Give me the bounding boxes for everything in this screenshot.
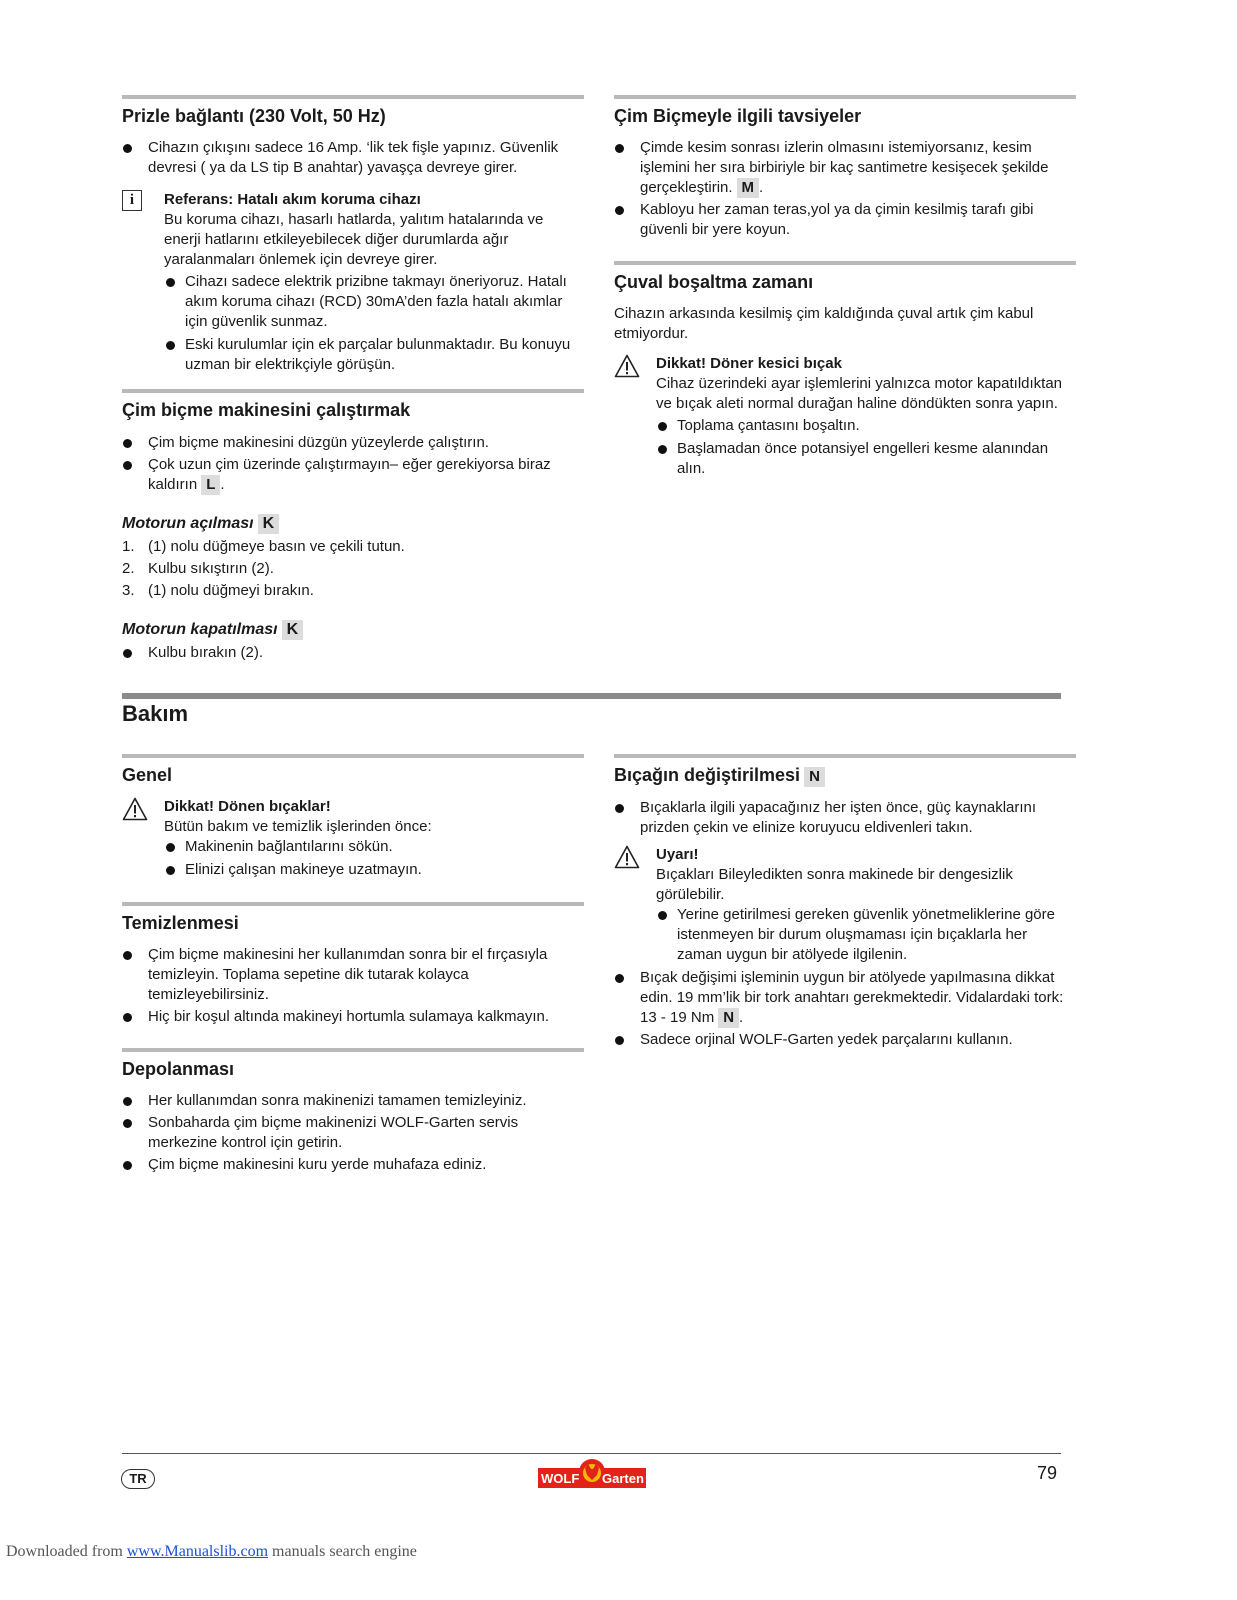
bullet-list bbox=[122, 433, 584, 495]
warning-note bbox=[614, 845, 1076, 965]
paragraph: Cihazın arkasında kesilmiş çim kaldığında çuval artık çim kabul etmiyordur. bbox=[614, 305, 1034, 342]
list-item: Makinenin bağlantılarını sökün. bbox=[164, 837, 584, 857]
section-rule bbox=[122, 754, 584, 758]
note-text: Bu koruma cihazı, hasarlı hatlarda, yalıtım hatalarında ve enerji hatlarını etkileyebilecek diğer durumlarda ağır yaralanmaları önlemek için devreye girer. bbox=[164, 211, 544, 268]
page-number: 79 bbox=[1037, 1463, 1058, 1483]
figure-ref-tag: K bbox=[282, 620, 304, 640]
step-number: 3. bbox=[122, 582, 135, 599]
list-item bbox=[614, 138, 1076, 198]
list-item: Cihazı sadece elektrik prizibne takmayı öneriyoruz. Hatalı akım koruma cihazı (RCD) 30mA’den fazla hatalı akımlar için güvenlik sunmaz. bbox=[164, 272, 584, 332]
section-title: Genel bbox=[122, 765, 173, 785]
bullet-list bbox=[122, 1091, 584, 1175]
download-suffix: manuals search engine bbox=[272, 1543, 417, 1560]
list-item: Hiç bir koşul altında makineyi hortumla sulamaya kalkmayın. bbox=[122, 1007, 584, 1027]
info-icon: i bbox=[122, 190, 142, 211]
note-text: Cihaz üzerindeki ayar işlemlerini yalnızca motor kapatıldıktan ve bıçak aleti normal durağan haline döndükten sonra yapın. bbox=[656, 375, 1063, 412]
list-item: Eski kurulumlar için ek parçalar bulunmaktadır. Bu konuyu uzman bir elektrikçiyle görüşün. bbox=[164, 335, 584, 375]
chapter-rule bbox=[122, 693, 1061, 699]
section-rule bbox=[614, 95, 1076, 99]
list-item: Çim biçme makinesini her kullanımdan sonra bir el fırçasıyla temizleyin. Toplama sepetine dik tutarak kolayca temizleyebilirsiniz. bbox=[122, 945, 584, 1005]
note-title: Dikkat! Dönen bıçaklar! bbox=[164, 798, 331, 815]
note-list bbox=[164, 272, 584, 375]
list-item-end: . bbox=[739, 1009, 744, 1026]
list-item: Her kullanımdan sonra makinenizi tamamen temizleyiniz. bbox=[122, 1091, 584, 1111]
list-item bbox=[122, 559, 584, 579]
figure-ref-tag: N bbox=[804, 767, 825, 787]
warning-icon bbox=[614, 845, 640, 869]
step-text: (1) nolu düğmeye basın ve çekili tutun. bbox=[148, 538, 405, 555]
list-item: Kabloyu her zaman teras,yol ya da çimin kesilmiş tarafı gibi güvenli bir yere koyun. bbox=[614, 200, 1076, 240]
list-item bbox=[122, 581, 584, 601]
wolf-garten-logo bbox=[538, 1458, 646, 1490]
warning-icon bbox=[122, 797, 148, 821]
list-item-end: . bbox=[759, 179, 764, 196]
logo-text-garten: Garten bbox=[602, 1471, 644, 1486]
list-item: Çim biçme makinesini kuru yerde muhafaza ediniz. bbox=[122, 1155, 584, 1175]
list-item-text: Çok uzun çim üzerinde çalıştırmayın– eğer gerekiyorsa biraz kaldırın bbox=[148, 456, 551, 493]
bullet-list bbox=[614, 798, 1076, 838]
note-text: Bütün bakım ve temizlik işlerinden önce: bbox=[164, 818, 432, 835]
subhead-motor-on bbox=[122, 513, 584, 535]
warning-icon bbox=[614, 354, 640, 378]
subhead-motor-off bbox=[122, 619, 584, 641]
download-prefix: Downloaded from bbox=[6, 1543, 123, 1560]
warning-note bbox=[614, 354, 1076, 479]
figure-ref-tag: L bbox=[201, 475, 220, 495]
list-item bbox=[122, 537, 584, 557]
figure-ref-tag: N bbox=[718, 1008, 739, 1028]
bullet-list bbox=[122, 138, 584, 178]
section-title: Depolanması bbox=[122, 1059, 235, 1079]
section-prizle bbox=[122, 95, 584, 378]
section-title: Prizle bağlantı (230 Volt, 50 Hz) bbox=[122, 106, 386, 126]
section-genel bbox=[122, 754, 584, 883]
list-item: Sonbaharda çim biçme makinenizi WOLF-Garten servis merkezine kontrol için getirin. bbox=[122, 1113, 584, 1153]
step-number: 2. bbox=[122, 560, 135, 577]
numbered-list bbox=[122, 537, 584, 601]
section-title: Çuval boşaltma zamanı bbox=[614, 272, 814, 292]
section-rule bbox=[122, 389, 584, 393]
section-tavsiyeler bbox=[614, 95, 1076, 242]
step-text: Kulbu sıkıştırın (2). bbox=[148, 560, 274, 577]
figure-ref-tag: M bbox=[737, 178, 760, 198]
bullet-list bbox=[614, 138, 1076, 240]
section-rule bbox=[122, 95, 584, 99]
step-text: (1) nolu düğmeyi bırakın. bbox=[148, 582, 314, 599]
section-calistirmak bbox=[122, 389, 584, 665]
section-rule bbox=[614, 754, 1076, 758]
bullet-list bbox=[614, 968, 1076, 1050]
section-depolanmasi bbox=[122, 1048, 584, 1177]
list-item: Kulbu bırakın (2). bbox=[122, 643, 584, 663]
section-cuval bbox=[614, 261, 1076, 482]
figure-ref-tag: K bbox=[258, 514, 280, 534]
section-title: Çim biçme makinesini çalıştırmak bbox=[122, 400, 411, 420]
subhead-text: Motorun açılması bbox=[122, 515, 254, 532]
list-item: Elinizi çalışan makineye uzatmayın. bbox=[164, 860, 584, 880]
logo-text-wolf: WOLF bbox=[541, 1471, 580, 1486]
section-title bbox=[614, 764, 1076, 787]
list-item: Toplama çantasını boşaltın. bbox=[656, 416, 1076, 436]
note-list bbox=[656, 416, 1076, 479]
list-item bbox=[614, 968, 1076, 1028]
list-item: Bıçaklarla ilgili yapacağınız her işten önce, güç kaynaklarını prizden çekin ve elinize koruyucu eldivenleri takın. bbox=[614, 798, 1076, 838]
list-item-text: Bıçak değişimi işleminin uygun bir atölyede yapılmasına dikkat edin. 19 mm’lik bir tork anahtarı gerekmektedir. Vidalardaki tork: 13 - 19 Nm bbox=[640, 969, 1064, 1026]
note-title: Uyarı! bbox=[656, 846, 699, 863]
section-title: Çim Biçmeyle ilgili tavsiyeler bbox=[614, 106, 862, 126]
bullet-list bbox=[122, 945, 584, 1027]
footer-rule bbox=[122, 1453, 1061, 1454]
section-rule bbox=[122, 1048, 584, 1052]
note-title: Dikkat! Döner kesici bıçak bbox=[656, 355, 842, 372]
list-item: Başlamadan önce potansiyel engelleri kesme alanından alın. bbox=[656, 439, 1076, 479]
manualslib-link[interactable]: www.Manualslib.com bbox=[126, 1543, 269, 1560]
download-notice bbox=[6, 1542, 417, 1562]
step-number: 1. bbox=[122, 538, 135, 555]
subhead-text: Motorun kapatılması bbox=[122, 621, 278, 638]
list-item: Yerine getirilmesi gereken güvenlik yönetmeliklerine göre istenmeyen bir durum oluşmaması için bıçaklarla her zaman uygun bir atölyede ilgilenin. bbox=[656, 905, 1076, 965]
list-item: Sadece orjinal WOLF-Garten yedek parçalarını kullanın. bbox=[614, 1030, 1076, 1050]
section-rule bbox=[122, 902, 584, 906]
language-badge: TR bbox=[121, 1469, 155, 1489]
section-temizlenmesi bbox=[122, 902, 584, 1029]
list-item bbox=[122, 455, 584, 495]
list-item: Cihazın çıkışını sadece 16 Amp. ‘lik tek fişle yapınız. Güvenlik devresi ( ya da LS tip B anahtar) yavaşça devreye girer. bbox=[122, 138, 584, 178]
list-item: Çim biçme makinesini düzgün yüzeylerde çalıştırın. bbox=[122, 433, 584, 453]
note-title: Referans: Hatalı akım koruma cihazı bbox=[164, 191, 421, 208]
warning-note bbox=[122, 797, 584, 880]
section-title-text: Bıçağın değiştirilmesi bbox=[614, 765, 801, 785]
note-text: Bıçakları Bileyledikten sonra makinede bir dengesizlik görülebilir. bbox=[656, 866, 1013, 903]
list-item-text: Çimde kesim sonrası izlerin olmasını istemiyorsanız, kesim işlemini her sıra birbiriyle bir kaç santimetre kesişecek şekilde gerçekleştirin. bbox=[640, 139, 1049, 196]
chapter-title: Bakım bbox=[122, 701, 189, 726]
section-rule bbox=[614, 261, 1076, 265]
note-list bbox=[656, 905, 1076, 965]
bullet-list bbox=[122, 643, 584, 663]
section-bicak bbox=[614, 754, 1076, 1052]
list-item-end: . bbox=[220, 476, 225, 493]
info-note bbox=[122, 190, 584, 375]
section-title: Temizlenmesi bbox=[122, 913, 239, 933]
note-list bbox=[164, 837, 584, 880]
